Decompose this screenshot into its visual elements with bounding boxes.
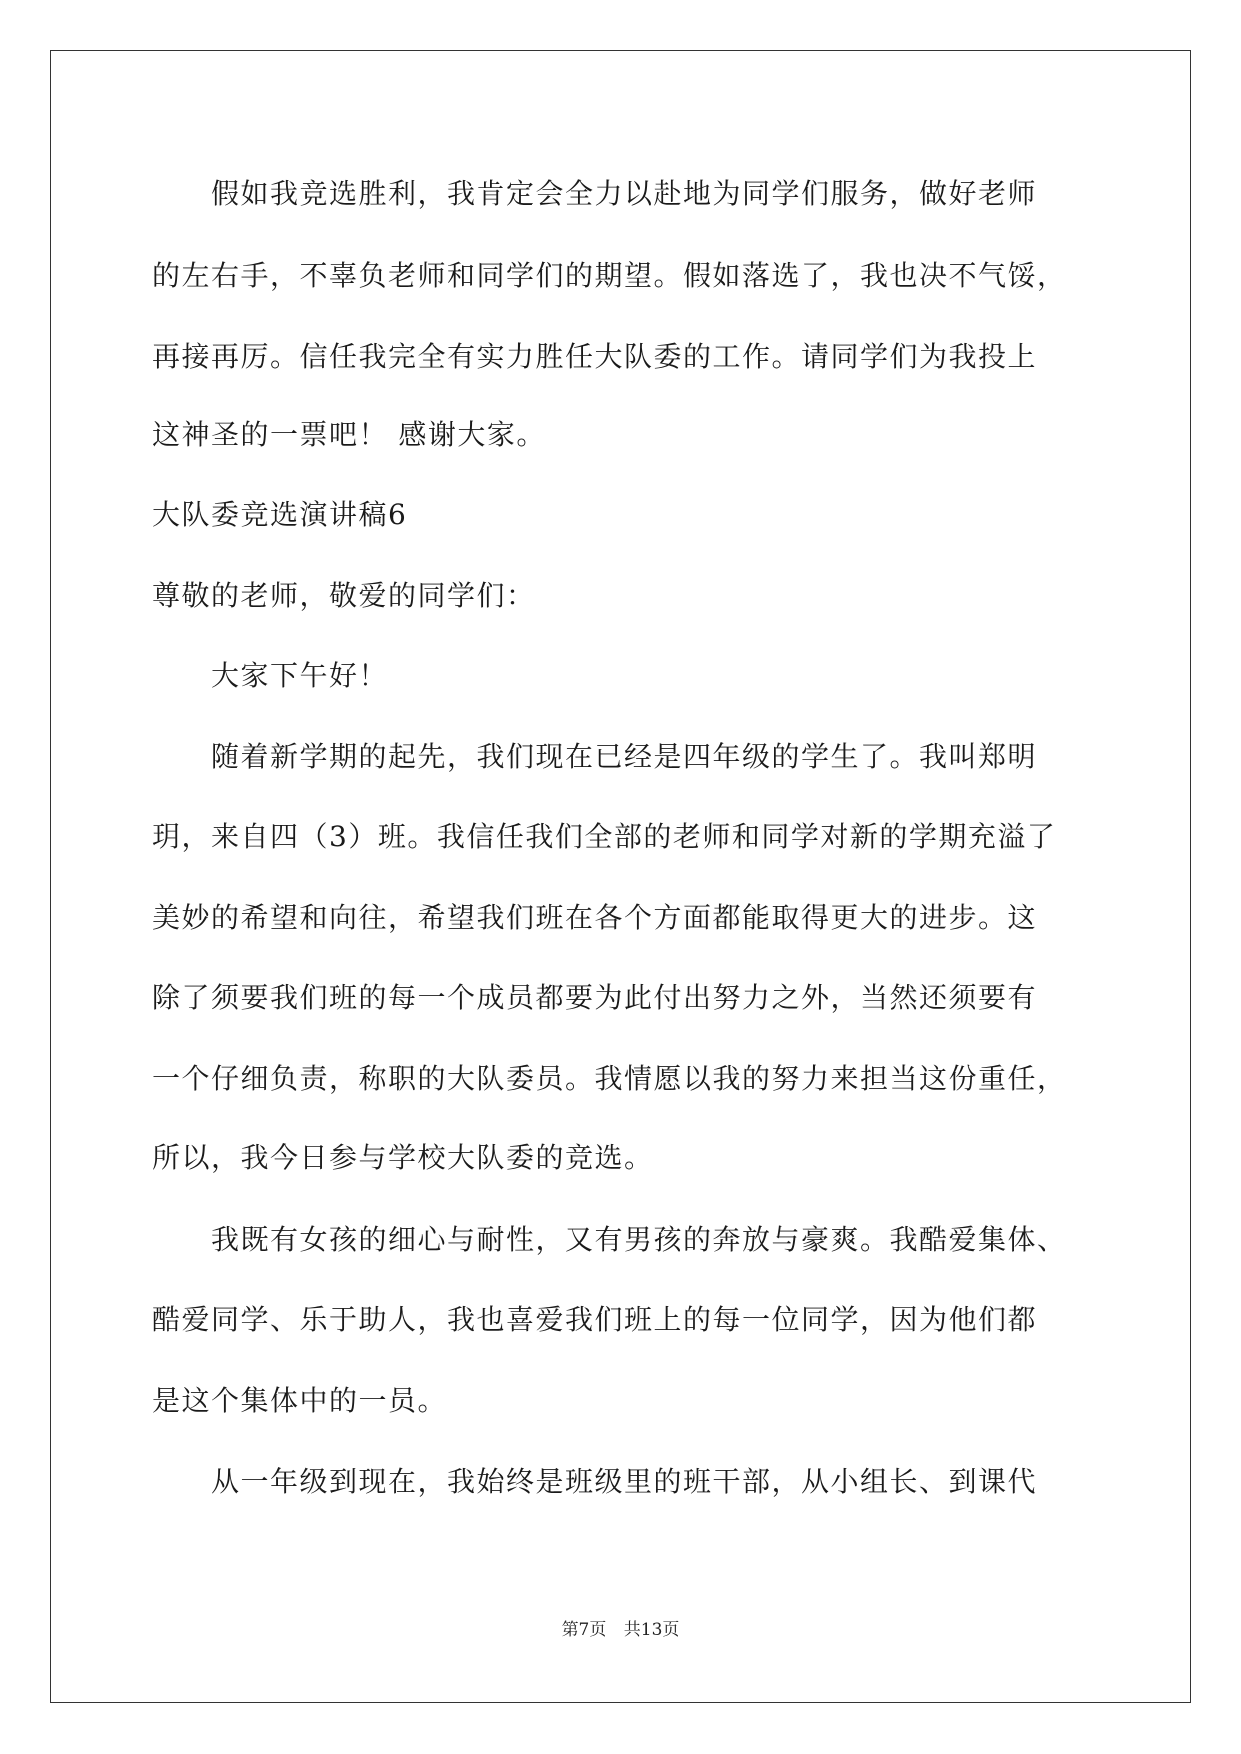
text-line: 这神圣的一票吧！ 感谢大家。 bbox=[152, 418, 546, 451]
text-line: 假如我竞选胜利，我肯定会全力以赴地为同学们服务，做好老师 bbox=[152, 177, 1038, 210]
text-line: 除了须要我们班的每一个成员都要为此付出努力之外，当然还须要有 bbox=[152, 981, 1038, 1014]
text-line: 从一年级到现在，我始终是班级里的班干部，从小组长、到课代 bbox=[152, 1465, 1038, 1498]
page-number: 第7页 bbox=[561, 1620, 607, 1640]
text-line: 玥，来自四（3）班。我信任我们全部的老师和同学对新的学期充溢了 bbox=[152, 820, 1057, 853]
page-total: 共13页 bbox=[623, 1620, 680, 1640]
text-line: 酷爱同学、乐于助人，我也喜爱我们班上的每一位同学，因为他们都 bbox=[152, 1303, 1038, 1336]
text-line: 是这个集体中的一员。 bbox=[152, 1384, 448, 1417]
text-line: 随着新学期的起先，我们现在已经是四年级的学生了。我叫郑明 bbox=[152, 740, 1038, 773]
page-footer bbox=[0, 1619, 1241, 1641]
text-line: 的左右手，不辜负老师和同学们的期望。假如落选了，我也决不气馁， bbox=[152, 259, 1067, 292]
text-line: 美妙的希望和向往，希望我们班在各个方面都能取得更大的进步。这 bbox=[152, 901, 1038, 934]
text-line: 一个仔细负责，称职的大队委员。我情愿以我的努力来担当这份重任， bbox=[152, 1062, 1067, 1095]
text-line: 再接再厉。信任我完全有实力胜任大队委的工作。请同学们为我投上 bbox=[152, 340, 1038, 373]
text-line: 我既有女孩的细心与耐性，又有男孩的奔放与豪爽。我酷爱集体、 bbox=[152, 1223, 1067, 1256]
greeting: 大家下午好！ bbox=[152, 659, 389, 692]
salutation: 尊敬的老师，敬爱的同学们： bbox=[152, 579, 536, 612]
section-heading: 大队委竞选演讲稿6 bbox=[152, 498, 408, 531]
text-line: 所以，我今日参与学校大队委的竞选。 bbox=[152, 1141, 654, 1174]
page-border bbox=[50, 50, 1191, 1703]
